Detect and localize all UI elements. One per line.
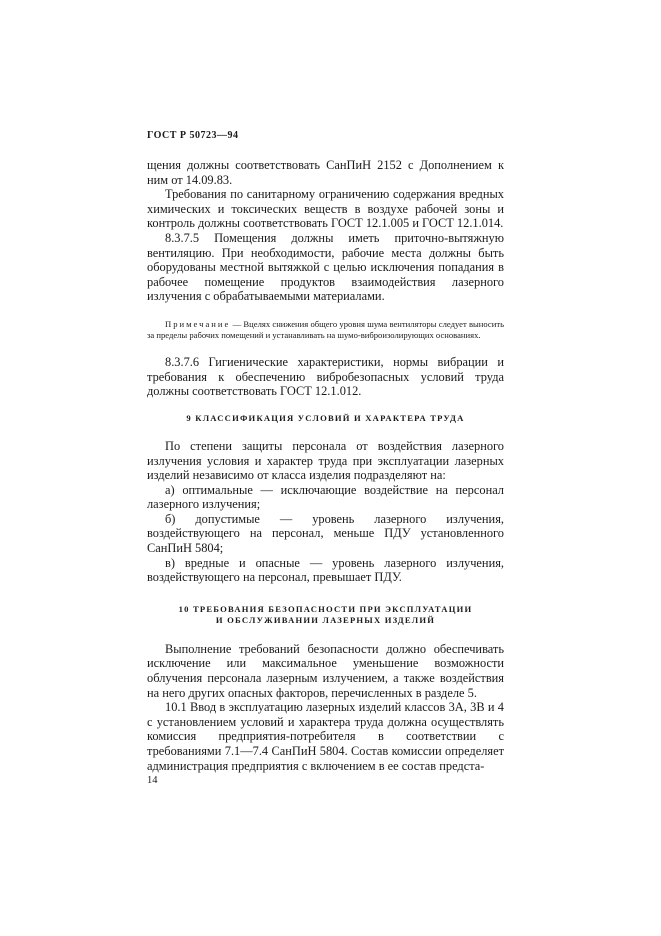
list-item-a: а) оптимальные — исключающие воздействие на персонал лазерного излучения; <box>147 482 504 512</box>
section-10-title-line2: И ОБСЛУЖИВАНИИ ЛАЗЕРНЫХ ИЗДЕЛИЙ <box>215 614 436 625</box>
paragraph-chemical-requirements: Требования по санитарному ограничению содержания вредных химических и токсических веществ в воздухе рабочей зоны и контроль должны соответствовать ГОСТ 12.1.005 и ГОСТ 12.1.014. <box>147 187 504 231</box>
note <box>147 319 504 340</box>
document-header: ГОСТ Р 50723—94 <box>147 130 239 141</box>
section-9-title: 9 КЛАССИФИКАЦИЯ УСЛОВИЙ И ХАРАКТЕРА ТРУДА <box>186 412 465 423</box>
section-10-title <box>147 604 504 626</box>
section-10-title-line1: 10 ТРЕБОВАНИЯ БЕЗОПАСНОСТИ ПРИ ЭКСПЛУАТАЦИИ <box>178 603 473 614</box>
page-number: 14 <box>147 775 158 787</box>
list-item-b: б) допустимые — уровень лазерного излучения, воздействующего на персонал, меньше ПДУ установленного СанПиН 5804; <box>147 511 504 556</box>
list-item-c: в) вредные и опасные — уровень лазерного излучения, воздействующего на персонал, превышает ПДУ. <box>147 555 504 585</box>
note-label: Примечание <box>165 318 231 329</box>
section-9-intro: По степени защиты персонала от воздействия лазерного излучения условия и характер труда при эксплуатации лазерных изделий независимо от класса изделия подразделяют на: <box>147 438 504 483</box>
section-10-paragraph-2: 10.1 Ввод в эксплуатацию лазерных изделий классов 3А, 3В и 4 с установлением условий и характера труда должна осуществлять комиссия предприятия-потребителя в соответствии с требованиями 7.1—7.4 СанПиН 5804. Состав комиссии определяет администрация предприятия с включением в ее состав предста- <box>147 700 504 773</box>
section-10-paragraph-1: Выполнение требований безопасности должно обеспечивать исключение или максимальное уменьшение возможности облучения персонала лазерным излучением, а также воздействия на него других опасных факторов, перечисленных в разделе 5. <box>147 641 504 700</box>
note-text: — Вцелях снижения общего уровня шума вентиляторы следует выносить за пределы рабочих помещений и устанавливать на шумо-виброизолирующих основаниях. <box>147 318 504 340</box>
paragraph-8-3-7-6: 8.3.7.6 Гигиенические характеристики, нормы вибрации и требования к обеспечению вибробезопасных условий труда должны соответствовать ГОСТ 12.1.012. <box>147 355 504 399</box>
paragraph-8-3-7-5: 8.3.7.5 Помещения должны иметь приточно-вытяжную вентиляцию. При необходимости, рабочие места должны быть оборудованы местной вытяжкой с целью исключения попадания в рабочее помещение продуктов взаимодействия лазерного излучения с обрабатываемыми материалами. <box>147 230 504 304</box>
document-page <box>147 130 504 786</box>
paragraph-continuation: щения должны соответствовать СанПиН 2152 с Дополнением к ним от 14.09.83. <box>147 158 504 187</box>
